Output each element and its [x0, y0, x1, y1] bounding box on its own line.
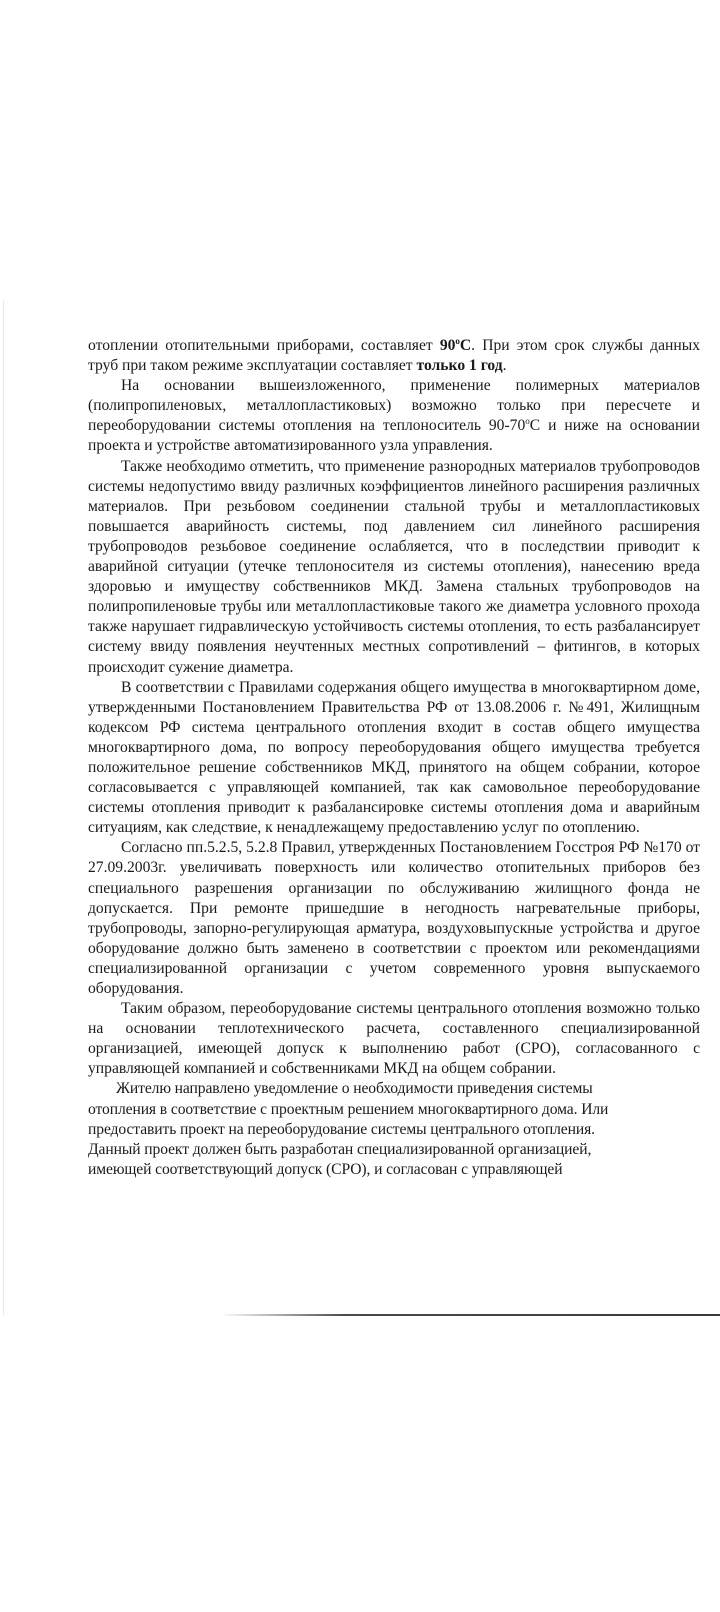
paragraph-conclusion: Таким образом, переоборудование системы центрального отопления возможно только на основании теплотехнического расчета, составленного специализированной организацией, имеющей допуск к выполнению работ (СРО), согласованного с управляющей компанией и собственниками МКД на общем собрании.	[88, 1000, 700, 1078]
temperature-value	[440, 337, 471, 354]
document-body	[88, 336, 700, 1180]
paragraph-notice-line-5: имеющей соответствующий допуск (СРО), и согласован с управляющей	[88, 1160, 563, 1178]
paragraph-common-property-rules: В соответствии с Правилами содержания общего имущества в многоквартирном доме, утвержденными Постановлением Правительства РФ от 13.08.2006 г. №491, Жилищным кодексом РФ система центрального отопления входит в состав общего имущества многоквартирного дома, по вопросу переоборудования общего имущества требуется положительное решение собственников МКД, принятого на общем собрании, которое согласовывается с управляющей компанией, так как самовольное переоборудование системы отопления приводит к разбалансировке системы отопления дома и аварийным ситуациям, как следствие, к ненадлежащему предоставлению услуг по отоплению.	[88, 678, 700, 837]
paragraph-text: . При этом срок службы данных труб при таком режиме эксплуатации составляет	[88, 337, 700, 375]
paragraph-notice-line-2: отопления в соответствие с проектным решением многоквартирного дома. Или	[88, 1100, 609, 1118]
paragraph-text: На основании вышеизложенного, применение полимерных материалов (полипропиленовых, металлопластиковых) возможно только при пересчете и переоборудовании системы отопления на теплоноситель 90-70	[88, 377, 700, 435]
paragraph-notice-line-3: предоставить проект на переоборудование системы центрального отопления.	[88, 1120, 595, 1138]
degree-sign: о	[525, 416, 530, 427]
temperature-number: 90	[439, 337, 456, 354]
paragraph-text: .	[502, 357, 507, 375]
temperature-unit: С	[459, 337, 472, 354]
scan-edge-left	[3, 300, 4, 1315]
paragraph-mixed-materials: Также необходимо отметить, что применение разнородных материалов трубопроводов системы недопустимо ввиду различных коэффициентов линейного расширения различных материалов. При резьбовом соединении стальной трубы и металлопластиковых повышается аварийность системы, под давлением сил линейного расширения трубопроводов резьбовое соединение ослабляется, что в последствии приводит к аварийной ситуации (утечке теплоносителя из системы отопления), нанесению вреда здоровью и имуществу собственников МКД. Замена стальных трубопроводов на полипропиленовые трубы или металлопластиковые такого же диаметра условного прохода также нарушает гидравлическую устойчивость системы отопления, то есть разбалансирует систему ввиду появления неучтенных местных сопротивлений – фитингов, в которых происходит сужение диаметра.	[88, 457, 700, 676]
paragraph-heating-temperature	[88, 336, 700, 376]
paragraph-polymer-materials	[88, 376, 700, 456]
paragraph-notice-line-1: Жителю направлено уведомление о необходимости приведения системы	[116, 1080, 593, 1098]
service-life-value: только 1 год	[416, 357, 503, 375]
paragraph-notice-line-4: Данный проект должен быть разработан специализированной организацией,	[88, 1140, 592, 1158]
paragraph-text: С и ниже на основании проекта и устройстве автоматизированного узла управления.	[88, 417, 700, 455]
paragraph-text: отоплении отопительными приборами, составляет	[88, 337, 440, 354]
degree-sign: о	[455, 336, 460, 346]
scan-edge-bottom	[220, 1314, 720, 1316]
paragraph-gosstroy-rules: Согласно пп.5.2.5, 5.2.8 Правил, утвержденных Постановлением Госстроя РФ №170 от 27.09.2003г. увеличивать поверхность или количество отопительных приборов без специального разрешения организации по обслуживанию жилищного фонда не допускается. При ремонте пришедшие в негодность нагревательные приборы, трубопроводы, запорно-регулирующая арматура, воздуховыпускные устройства и другое оборудование должно быть заменено в соответствии с проектом или рекомендациями специализированной организации с учетом современного уровня выпускаемого оборудования.	[88, 839, 700, 997]
